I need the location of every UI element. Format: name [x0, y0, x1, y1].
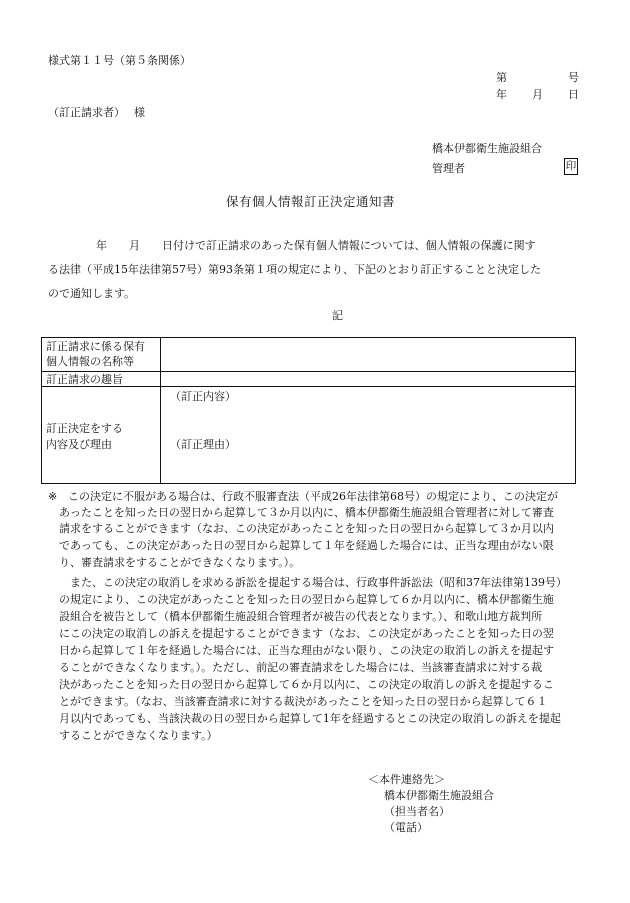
note-line: 請求をすることができます（なお、この決定があったことを知った日の翌日から起算して３か月以内 [59, 522, 554, 535]
intro-line: る法律（平成15年法律第57号）第93条第１項の規定により、下記のとおり訂正することと決定した [48, 263, 541, 276]
intro-line: ので通知します。 [48, 287, 136, 300]
table-row-divider [42, 386, 575, 387]
date-day-label: 日 [568, 88, 579, 101]
row-label-info-name: 個人情報の名称等 [46, 355, 134, 368]
row-label-decision: 内容及び理由 [46, 438, 112, 451]
note-line: することができなくなります。） [59, 729, 218, 742]
table-column-divider [160, 338, 161, 483]
date-month-label: 月 [532, 88, 543, 101]
note-line: この決定に不服がある場合は、行政不服審査法（平成26年法律第68号）の規定により、この決定が [68, 490, 558, 503]
note-line: の規定により、この決定があったことを知った日の翌日から起算して６か月以内に、橋本伊都衛生施 [59, 593, 554, 606]
row-label-request-purpose: 訂正請求の趣旨 [46, 373, 123, 386]
organization-name: 橋本伊都衛生施設組合 [432, 142, 542, 155]
note-line: にこの決定の取消しの訴えを提起することができます（なお、この決定があったことを知った日の翌 [59, 627, 554, 640]
note-line: あったことを知った日の翌日から起算して３か月以内に、橋本伊都衛生施設組合管理者に対して審査 [59, 506, 554, 519]
correction-decision-table [41, 337, 576, 484]
date-year-label: 年 [496, 88, 507, 101]
note-line: り、審査請求をすることができなくなります。）。 [59, 556, 301, 569]
manager-label: 管理者 [432, 162, 465, 175]
contact-organization: 橋本伊都衛生施設組合 [384, 789, 494, 802]
ki-heading: 記 [332, 309, 343, 322]
document-number-label: 第 [496, 71, 507, 84]
note-line: 月以内であっても、当該決裁の日の翌日から起算して1年を経過するとこの決定の取消しの訴えを提起 [59, 712, 561, 725]
correction-reason-label: （訂正理由） [170, 438, 236, 451]
form-number: 様式第１１号（第５条関係） [48, 54, 191, 67]
note-line: 日から起算して１年を経過した場合には、正当な理由がない限り、この決定の取消しの訴えを提起す [59, 644, 554, 657]
contact-heading: ＜本件連絡先＞ [368, 773, 445, 786]
correction-content-label: （訂正内容） [170, 390, 236, 403]
contact-phone: （電話） [384, 821, 428, 834]
document-number-suffix: 号 [568, 71, 579, 84]
note-line: 設組合を被告として（橋本伊都衛生施設組合管理者が被告の代表となります。）、和歌山地方裁判所 [59, 610, 543, 623]
requester-label: （訂正請求者） [48, 106, 125, 119]
seal-stamp-box: 印 [564, 158, 578, 175]
note-line: ることができなくなります。）。ただし、前記の審査請求をした場合には、当該審査請求に対する裁 [59, 661, 543, 674]
contact-person: （担当者名） [384, 805, 450, 818]
intro-line: 年 月 日付けで訂正請求のあった保有個人情報については、個人情報の保護に関す [96, 239, 536, 252]
document-title: 保有個人情報訂正決定通知書 [226, 194, 396, 209]
note-mark: ※ [48, 490, 58, 503]
table-row-divider [42, 371, 575, 372]
note-line: であっても、この決定があった日の翌日から起算して１年を経過した場合には、正当な理由がない限 [59, 539, 554, 552]
requester-honorific: 様 [134, 106, 145, 119]
note-line: とができます。（なお、当該審査請求に対する裁決があったことを知った日の翌日から起算して６１ [59, 695, 548, 708]
row-label-decision: 訂正決定をする [46, 422, 123, 435]
row-label-info-name: 訂正請求に係る保有 [46, 340, 145, 353]
note-line: 決があったことを知った日の翌日から起算して６か月以内に、この決定の取消しの訴えを提起するこ [59, 678, 554, 691]
note-line: また、この決定の取消しを求める訴訟を提起する場合は、行政事件訴訟法（昭和37年法律第139号） [59, 576, 567, 589]
